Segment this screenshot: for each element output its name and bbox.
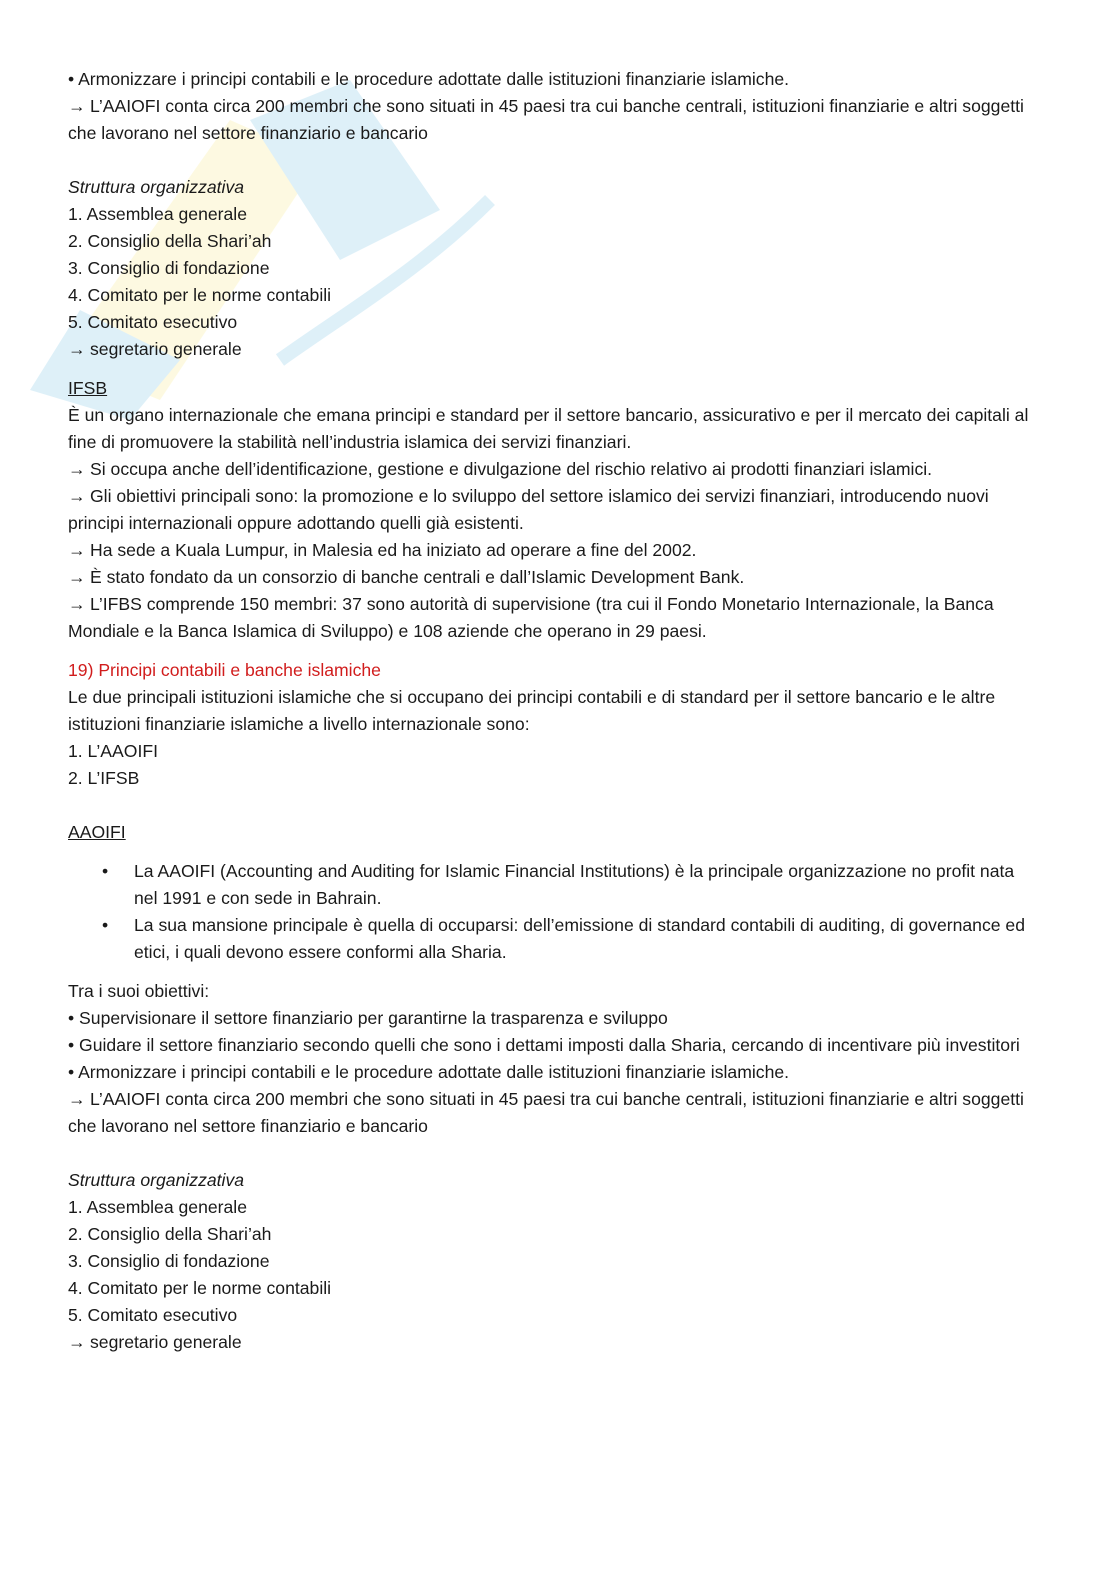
ifsb-point: → Ha sede a Kuala Lumpur, in Malesia ed ha iniziato ad operare a fine del 2002. [68,537,1038,564]
list-item: 1. Assemblea generale [68,204,247,224]
section-title: Struttura organizzativa [68,1170,245,1190]
list-item: • La AAOIFI (Accounting and Auditing for Islamic Financial Institutions) è la principale organizzazione no profit nata nel 1991 e con sede in Bahrain. [134,858,1038,912]
list-item: 2. Consiglio della Shari’ah [68,231,272,251]
list-item: 1. Assemblea generale [68,1197,247,1217]
aaoifi-bullet-list [68,858,1038,966]
ifsb-point: → È stato fondato da un consorzio di banche centrali e dall’Islamic Development Bank. [68,564,1038,591]
list-item: 2. L’IFSB [68,768,140,788]
arrow-right-icon: → [68,540,86,560]
arrow-right-icon: → [68,1332,86,1352]
ifsb-intro: È un organo internazionale che emana principi e standard per il settore bancario, assicurativo e per il mercato dei capitali al fine di promuovere la stabilità nell’industria islamica dei servizi finanziari. [68,405,1029,452]
objective-bullet: • Armonizzare i principi contabili e le procedure adottate dalle istituzioni finanziarie islamiche. [68,1062,790,1082]
list-item: 4. Comitato per le norme contabili [68,285,332,305]
list-item: → segretario generale [68,336,1038,363]
list-item: • La sua mansione principale è quella di occuparsi: dell’emissione di standard contabili di auditing, di governance ed etici, i quali devono essere conformi alla Sharia. [134,912,1038,966]
arrow-right-icon: → [68,594,86,614]
chapter-heading: 19) Principi contabili e banche islamiche [68,660,381,680]
members-note: → L’AAIOFI conta circa 200 membri che sono situati in 45 paesi tra cui banche centrali, istituzioni finanziarie e altri soggetti che lavorano nel settore finanziario e bancario [68,93,1038,147]
arrow-right-icon: → [68,459,86,479]
list-item: → segretario generale [68,1329,1038,1356]
ifsb-point: → Gli obiettivi principali sono: la promozione e lo sviluppo del settore islamico dei servizi finanziari, introducendo nuovi principi internazionali oppure adottando quelli già esistenti. [68,483,1038,537]
arrow-right-icon: → [68,339,86,359]
ifsb-heading: IFSB [68,378,108,398]
arrow-right-icon: → [68,96,86,116]
objective-bullet: • Armonizzare i principi contabili e le procedure adottate dalle istituzioni finanziarie islamiche. [68,69,790,89]
arrow-right-icon: → [68,567,86,587]
section-title: Struttura organizzativa [68,177,245,197]
aaoifi-heading: AAOIFI [68,822,126,842]
ifsb-point: → L’IFBS comprende 150 membri: 37 sono autorità di supervisione (tra cui il Fondo Monetario Internazionale, la Banca Mondiale e la Banca Islamica di Sviluppo) e 108 aziende che operano in 29 paesi. [68,591,1038,645]
objective-bullet: • Guidare il settore finanziario secondo quelli che sono i dettami imposti dalla Sharia, cercando di incentivare più investitori [68,1035,1020,1055]
objectives-title: Tra i suoi obiettivi: [68,981,210,1001]
document-page [68,66,1038,1356]
list-item: 5. Comitato esecutivo [68,312,238,332]
list-item: 5. Comitato esecutivo [68,1305,238,1325]
chapter-intro: Le due principali istituzioni islamiche che si occupano dei principi contabili e di standard per il settore bancario e le altre istituzioni finanziarie islamiche a livello internazionale sono: [68,687,996,734]
list-item: 4. Comitato per le norme contabili [68,1278,332,1298]
arrow-right-icon: → [68,486,86,506]
ifsb-point: → Si occupa anche dell’identificazione, gestione e divulgazione del rischio relativo ai prodotti finanziari islamici. [68,456,1038,483]
objective-bullet: • Supervisionare il settore finanziario per garantirne la trasparenza e sviluppo [68,1008,668,1028]
list-item: 3. Consiglio di fondazione [68,258,270,278]
list-item: 2. Consiglio della Shari’ah [68,1224,272,1244]
list-item: 3. Consiglio di fondazione [68,1251,270,1271]
members-note: → L’AAIOFI conta circa 200 membri che sono situati in 45 paesi tra cui banche centrali, istituzioni finanziarie e altri soggetti che lavorano nel settore finanziario e bancario [68,1086,1038,1140]
list-item: 1. L’AAOIFI [68,741,158,761]
arrow-right-icon: → [68,1089,86,1109]
